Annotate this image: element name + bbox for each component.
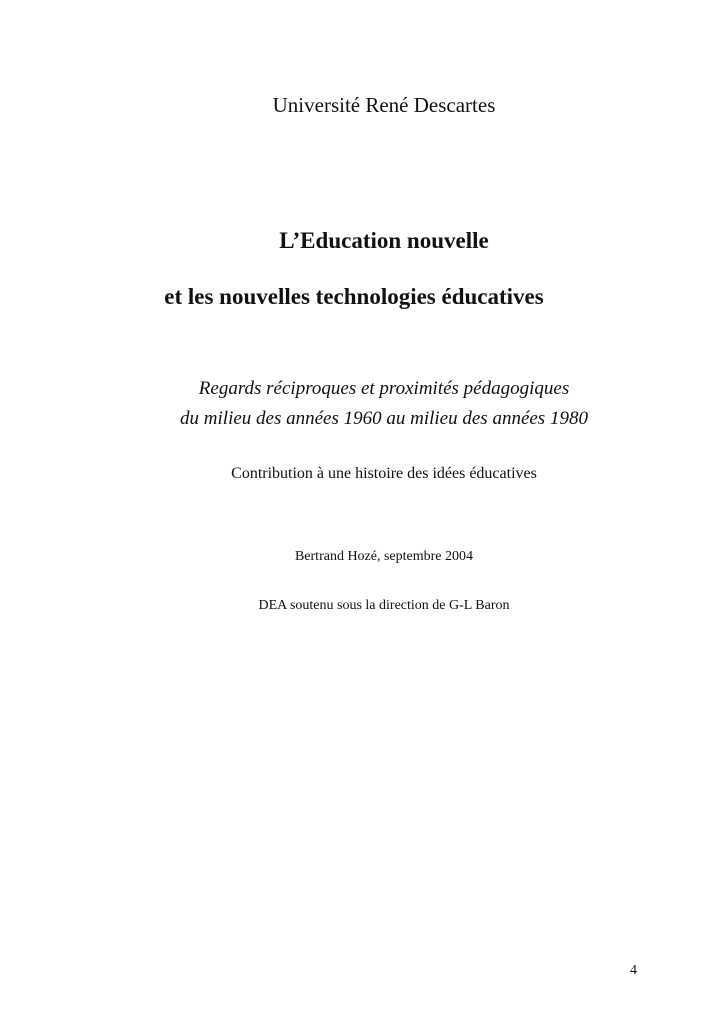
- author-date: Bertrand Hozé, septembre 2004: [294, 549, 474, 564]
- title-line-1: L’Education nouvelle: [279, 228, 489, 253]
- subtitle-line-2: du milieu des années 1960 au milieu des années 1980: [180, 408, 588, 429]
- contribution-text: Contribution à une histoire des idées éducatives: [231, 465, 537, 482]
- subtitle-line-1: Regards réciproques et proximités pédagogiques: [198, 378, 570, 399]
- title-line-2: et les nouvelles technologies éducatives: [164, 284, 544, 309]
- supervision-note: DEA soutenu sous la direction de G-L Baron: [258, 598, 510, 613]
- institution-name: Université René Descartes: [272, 93, 496, 117]
- page-number: 4: [630, 963, 637, 978]
